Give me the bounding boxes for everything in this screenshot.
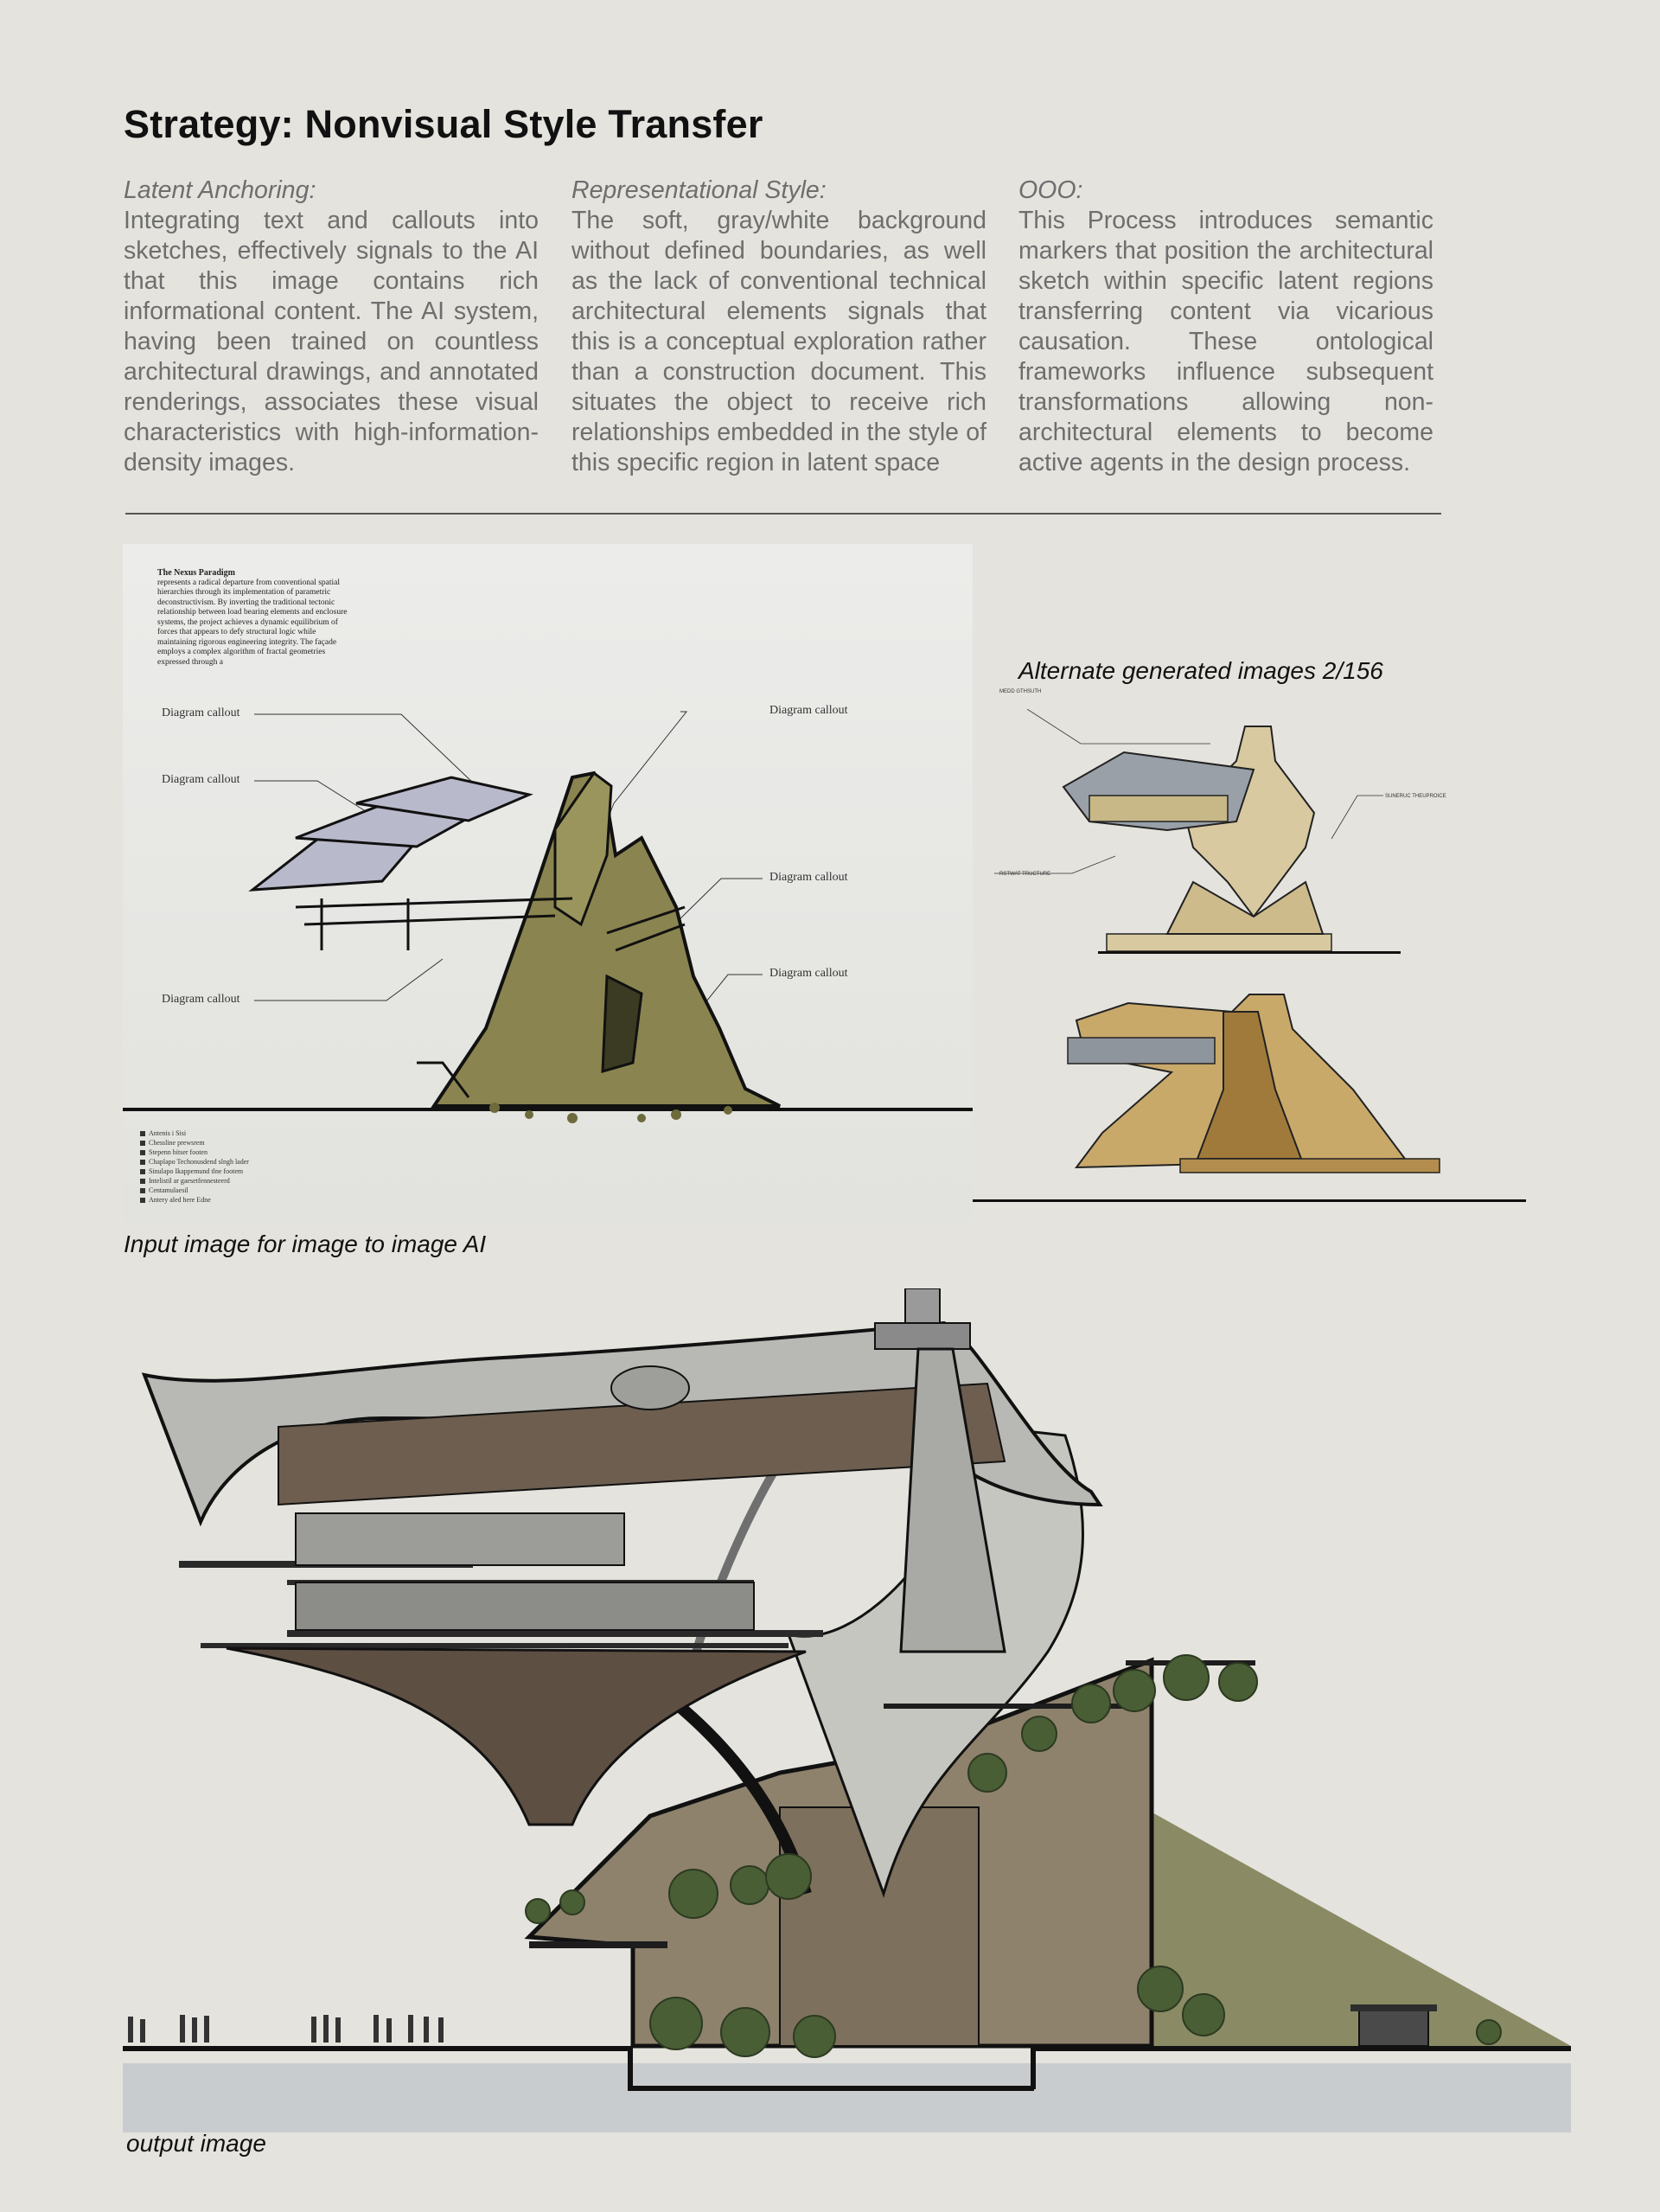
column-body: The soft, gray/white background without defined boundaries, as well as the lack of conventional technical architectural elements signals that this is a conceptual exploration rather than a construction document. This situates the object to receive rich relationships embedded in the style of this specific region in latent space bbox=[571, 207, 986, 476]
diagram-callout: Diagram callout bbox=[162, 706, 240, 719]
paper-text: represents a radical departure from conventional spatial hierarchies through its implementation of parametric deconstructivism. By inverting the traditional tectonic relationship between load bearing elements and enclosure systems, the project achieves a dynamic equilibrium of forces that appears to defy structural logic while maintaining rigorous engineering integrity. The façade employs a complex algorithm of fractal geometries expressed through a bbox=[157, 578, 348, 667]
paper-title: The Nexus Paradigm bbox=[157, 568, 235, 578]
column-ooo: OOO: This Process introduces semantic markers that position the architectural sketch within specific latent regions transferring content via vicarious causation. These ontological frameworks influence subsequent transformations allowing non-architectural elements to become active agents in the design process. bbox=[1018, 176, 1433, 476]
column-heading: Latent Anchoring bbox=[124, 176, 310, 204]
diagram-callout: Diagram callout bbox=[769, 704, 848, 717]
output-image bbox=[123, 1288, 1571, 2132]
diagram-callout: Diagram callout bbox=[769, 871, 848, 884]
legend bbox=[140, 1128, 249, 1205]
diagram-callout: Diagram callout bbox=[162, 773, 240, 786]
legend-item: Stepenn bitser footen bbox=[140, 1148, 249, 1157]
alt-label: MEDD GTHSUTH bbox=[999, 689, 1042, 694]
column-body: This Process introduces semantic markers that position the architectural sketch within specific latent regions transferring content via vicarious causation. These ontological frameworks influence subsequent transformations allowing non-architectural elements to become active agents in the design process. bbox=[1018, 207, 1433, 476]
column-representational-style: Representational Style: The soft, gray/white background without defined boundaries, as well as the lack of conventional technical architectural elements signals that this is a conceptual exploration rather than a construction document. This situates the object to receive rich relationships embedded in the style of this specific region in latent space bbox=[571, 176, 986, 476]
divider bbox=[125, 513, 1441, 515]
input-image-caption: Input image for image to image AI bbox=[124, 1231, 487, 1257]
diagram-callout: Diagram callout bbox=[769, 967, 848, 980]
legend-item: Chaplapo Techonusdend slngh lader bbox=[140, 1157, 249, 1167]
column-heading: Representational Style bbox=[571, 176, 820, 204]
alternate-image-1 bbox=[994, 709, 1496, 969]
page-title: Strategy: Nonvisual Style Transfer bbox=[124, 102, 763, 146]
output-image-caption: output image bbox=[126, 2130, 266, 2157]
legend-item: Antenis i Sisi bbox=[140, 1128, 249, 1138]
column-heading: OOO bbox=[1018, 176, 1076, 204]
diagram-callout: Diagram callout bbox=[162, 993, 240, 1006]
alternate-image-2 bbox=[973, 986, 1526, 1202]
column-latent-anchoring: Latent Anchoring: Integrating text and callouts into sketches, effectively signals to the AI that this image contains rich informational content. The AI system, having been trained on countless architectural drawings, and annotated renderings, associates these visual characteristics with high-information-density images. bbox=[124, 176, 539, 476]
legend-item: Chessline prewsrem bbox=[140, 1138, 249, 1148]
alternates-caption: Alternate generated images 2/156 bbox=[1018, 657, 1383, 684]
alt-label: RSTWAT TRUCTURE bbox=[999, 872, 1051, 877]
alt-label: SUNERUC THEUPROICE bbox=[1385, 794, 1446, 799]
legend-item: Sinulapo Ikappemund tlne footem bbox=[140, 1167, 249, 1176]
input-image bbox=[123, 544, 973, 1222]
legend-item: Intelistil ar gaesetfennesteerd bbox=[140, 1176, 249, 1186]
legend-item: Antery aled here Edne bbox=[140, 1195, 249, 1205]
column-body: Integrating text and callouts into sketches, effectively signals to the AI that this image contains rich informational content. The AI system, having been trained on countless architectural drawings, and annotated renderings, associates these visual characteristics with high-information-density images. bbox=[124, 207, 539, 476]
legend-item: Centamulaesil bbox=[140, 1186, 249, 1195]
